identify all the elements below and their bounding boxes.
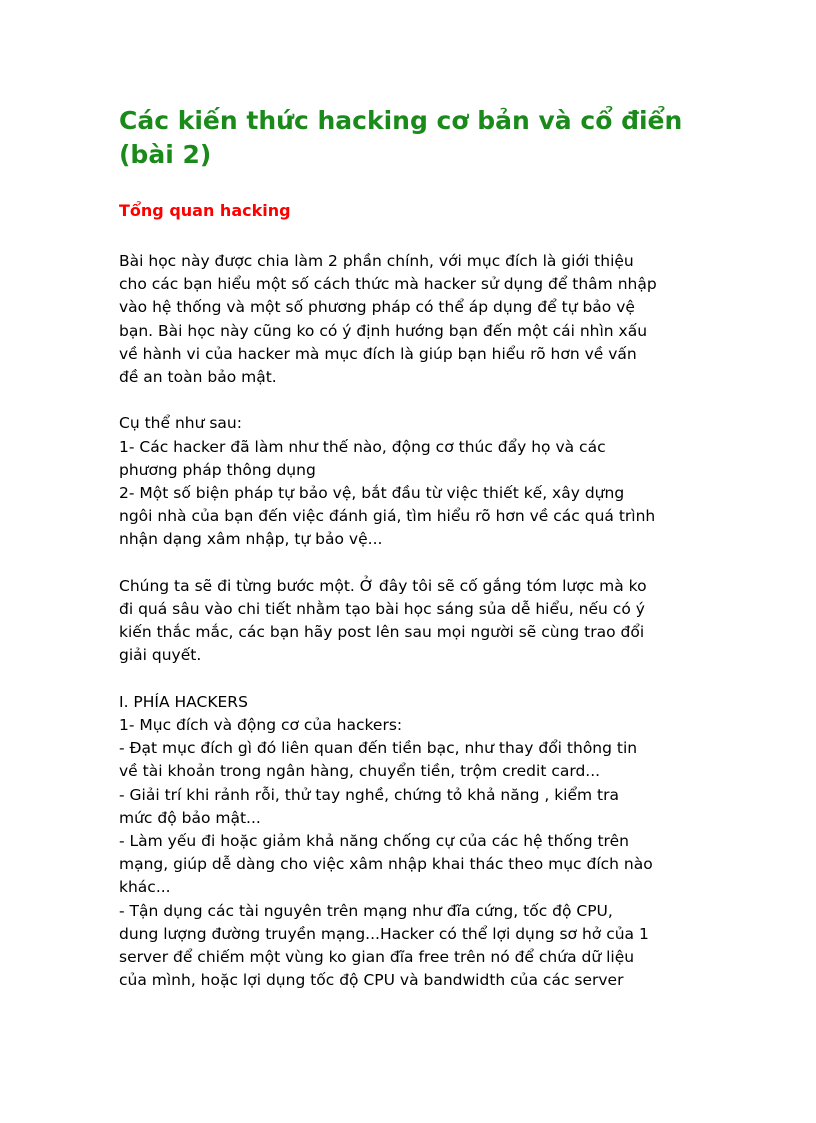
text-line: Bài học này được chia làm 2 phần chính, với mục đích là giới thiệu [119,252,634,270]
paragraph-spacer [119,668,719,691]
text-line: - Làm yếu đi hoặc giảm khả năng chống cự của các hệ thống trên [119,832,629,851]
text-line: mạng, giúp dễ dàng cho việc xâm nhập khai thác theo mục đích nào [119,855,653,874]
text-line: nhận dạng xâm nhập, tự bảo vệ... [119,530,383,549]
paragraph-approach [119,575,719,668]
text-line: phương pháp thông dụng [119,460,316,479]
text-line: - Tận dụng các tài nguyên trên mạng như đĩa cứng, tốc độ CPU, [119,901,613,920]
text-line: 2- Một số biện pháp tự bảo vệ, bắt đầu từ việc thiết kế, xây dựng [119,484,625,503]
document-title [119,104,719,172]
text-line: - Đạt mục đích gì đó liên quan đến tiền bạc, như thay đổi thông tin [119,739,638,758]
title-line: Các kiến thức hacking cơ bản và cổ điển [119,106,683,135]
text-line: đề an toàn bảo mật. [119,368,277,387]
text-line: - Giải trí khi rảnh rỗi, thử tay nghề, chứng tỏ khả năng , kiểm tra [119,785,619,804]
text-line: về tài khoản trong ngân hàng, chuyển tiền, trộm credit card... [119,762,601,781]
text-line: đi quá sâu vào chi tiết nhằm tạo bài học sáng sủa dễ hiểu, nếu có ý [119,600,645,619]
document-body [119,250,719,992]
text-line: mức độ bảo mật... [119,808,261,827]
paragraph-outline [119,412,719,551]
text-line: Cụ thể như sau: [119,414,242,433]
document-page [119,104,719,992]
paragraph-intro [119,250,719,389]
text-line: giải quyết. [119,646,202,665]
text-line: dung lượng đường truyền mạng...Hacker có thể lợi dụng sơ hở của 1 [119,924,649,943]
text-line: về hành vi của hacker mà mục đích là giúp bạn hiểu rõ hơn về vấn [119,344,637,363]
text-line: Chúng ta sẽ đi từng bước một. Ở đây tôi sẽ cố gắng tóm lược mà ko [119,576,647,595]
text-line: vào hệ thống và một số phương pháp có thể áp dụng để tự bảo vệ [119,298,635,317]
title-line: (bài 2) [119,140,212,169]
text-line: server để chiếm một vùng ko gian đĩa free trên nó để chứa dữ liệu [119,948,635,967]
text-line: kiến thắc mắc, các bạn hãy post lên sau mọi người sẽ cùng trao đổi [119,623,645,642]
text-line: I. PHÍA HACKERS [119,692,248,711]
paragraph-spacer [119,552,719,575]
text-line: 1- Mục đích và động cơ của hackers: [119,716,403,735]
text-line: khác... [119,878,171,897]
text-line: 1- Các hacker đã làm như thế nào, động cơ thúc đẩy họ và các [119,437,606,456]
paragraph-spacer [119,389,719,412]
paragraph-hackers [119,691,719,993]
text-line: của mình, hoặc lợi dụng tốc độ CPU và bandwidth của các server [119,971,624,990]
text-line: cho các bạn hiểu một số cách thức mà hacker sử dụng để thâm nhập [119,275,657,294]
text-line: bạn. Bài học này cũng ko có ý định hướng bạn đến một cái nhìn xấu [119,321,648,340]
text-line: ngôi nhà của bạn đến việc đánh giá, tìm hiểu rõ hơn về các quá trình [119,507,656,526]
section-heading: Tổng quan hacking [119,201,291,220]
